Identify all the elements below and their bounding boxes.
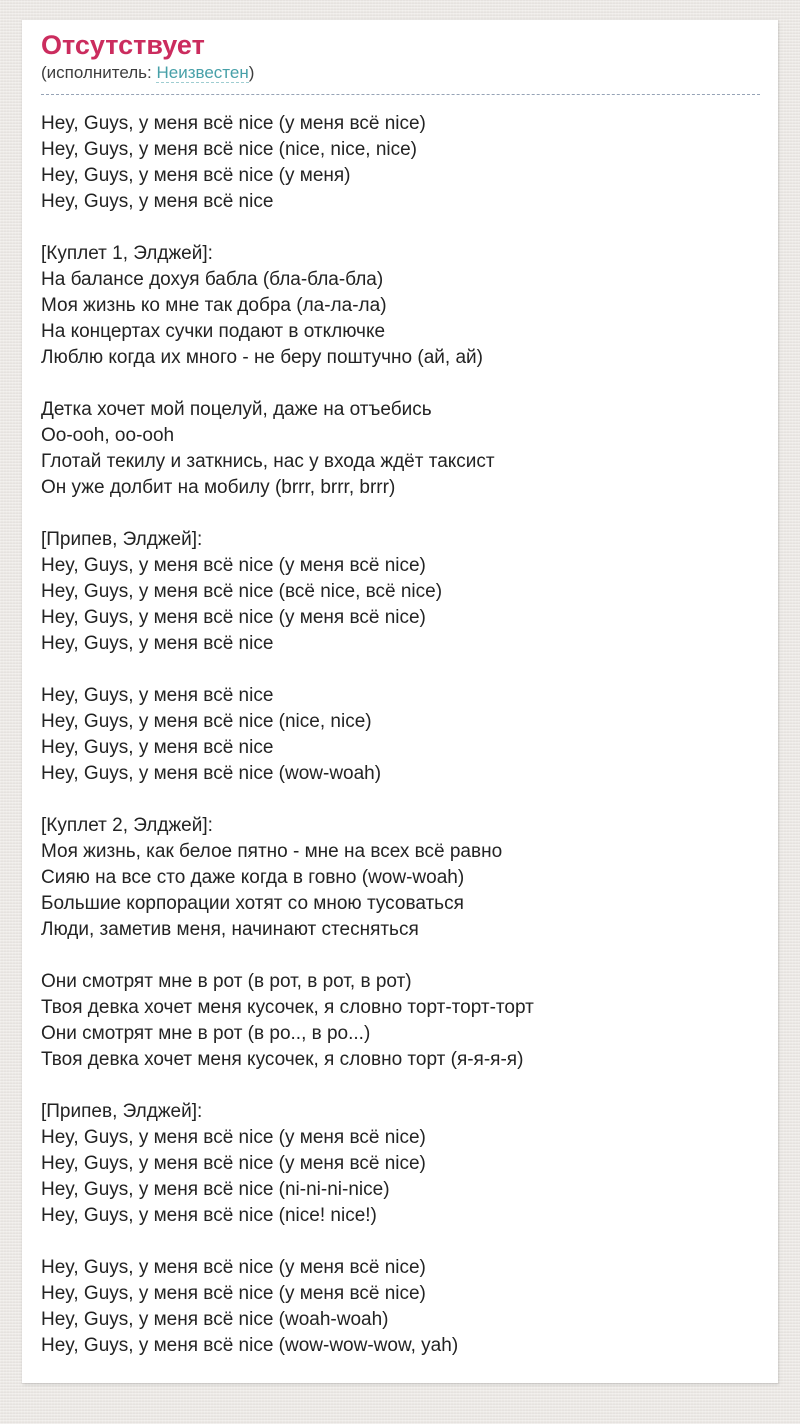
stanza: Они смотрят мне в рот (в рот, в рот, в рот) Твоя девка хочет меня кусочек, я словно торт-торт-торт Они смотрят мне в рот (в ро.., в ро...) Твоя девка хочет меня кусочек, я словно торт (я-я-я-я) <box>41 971 534 1070</box>
stanza: [Припев, Элджей]: Hey, Guys, у меня всё nice (у меня всё nice) Hey, Guys, у меня всё nice (всё nice, всё nice) Hey, Guys, у меня всё nice (у меня всё nice) Hey, Guys, у меня всё nice <box>41 529 443 654</box>
stanza: Hey, Guys, у меня всё nice (у меня всё nice) Hey, Guys, у меня всё nice (у меня всё nice) Hey, Guys, у меня всё nice (woah-woah) Hey, Guys, у меня всё nice (wow-wow-wow, yah) <box>41 1257 459 1356</box>
content-card <box>22 20 778 1383</box>
stanza: [Куплет 2, Элджей]: Моя жизнь, как белое пятно - мне на всех всё равно Сияю на все сто даже когда в говно (wow-woah) Большие корпорации хотят со мною тусоваться Люди, заметив меня, начинают стесняться <box>41 815 503 940</box>
artist-close-paren: ) <box>248 63 255 82</box>
artist-label: (исполнитель: <box>41 63 157 82</box>
stanza: [Куплет 1, Элджей]: На балансе дохуя бабла (бла-бла-бла) Моя жизнь ко мне так добра (ла-ла-ла) На концертах сучки подают в отключке Люблю когда их много - не беру поштучно (ай, ай) <box>41 243 483 368</box>
stanza: Hey, Guys, у меня всё nice Hey, Guys, у меня всё nice (nice, nice) Hey, Guys, у меня всё nice Hey, Guys, у меня всё nice (wow-woah) <box>41 685 382 784</box>
lyrics <box>41 111 760 1359</box>
page-title: Отсутствует <box>41 30 205 60</box>
stanza: Детка хочет мой поцелуй, даже на отъебись Oo-ooh, oo-ooh Глотай текилу и заткнись, нас у входа ждёт таксист Он уже долбит на мобилу (brrr, brrr, brrr) <box>41 399 495 498</box>
song-header <box>41 30 760 95</box>
stanza: Hey, Guys, у меня всё nice (у меня всё nice) Hey, Guys, у меня всё nice (nice, nice, nice) Hey, Guys, у меня всё nice (у меня) Hey, Guys, у меня всё nice <box>41 113 426 212</box>
artist-line <box>41 61 760 85</box>
page-background <box>0 20 800 1424</box>
stanza: [Припев, Элджей]: Hey, Guys, у меня всё nice (у меня всё nice) Hey, Guys, у меня всё nice (у меня всё nice) Hey, Guys, у меня всё nice (ni-ni-ni-nice) Hey, Guys, у меня всё nice (nice! nice!) <box>41 1101 426 1226</box>
artist-link[interactable]: Неизвестен <box>156 63 249 82</box>
